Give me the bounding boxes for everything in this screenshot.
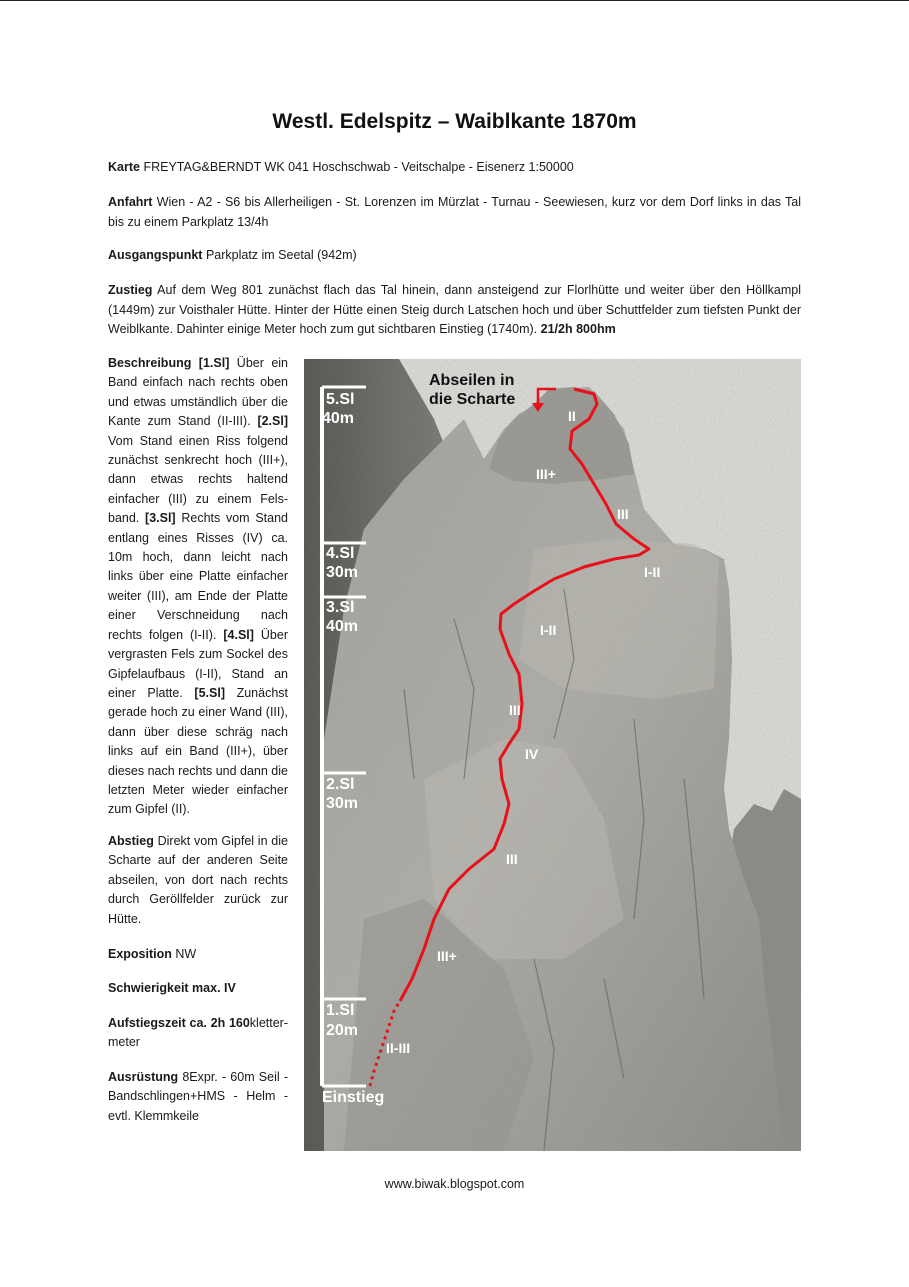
anfahrt-paragraph	[108, 193, 801, 232]
beschreibung-paragraph	[108, 354, 288, 820]
abseilen-line-1: Abseilen in	[429, 372, 515, 389]
pitch-4-length: 30m	[326, 564, 359, 581]
pitch-5-tag: [5.Sl]	[194, 685, 225, 700]
pitch-4-tag: [4.Sl]	[223, 627, 254, 642]
page-title: Westl. Edelspitz – Waiblkante 1870m	[272, 110, 637, 133]
footer-url: www.biwak.blogspot.com	[384, 1177, 525, 1191]
abstieg-label: Abstieg	[108, 834, 154, 848]
grade-3-iv: IV	[525, 746, 539, 762]
zustieg-text: Auf dem Weg 801 zunächst flach das Tal hinein, dann ansteigend zur Florlhütte und weiter über den Höllkampl (1449m) zur Voisthaler Hütte. Hinter der Hütte einen Steig durch Latschen hoch und über Schuttfelder zum tiefsten Punkt der Weiblkante. Dahinter einige Meter hoch zum gut sichtbaren Einstieg (1740m).	[108, 283, 801, 336]
grade-5-iii: III	[617, 506, 629, 522]
grade-3-i-ii: I-II	[540, 622, 557, 638]
zustieg-summary: 21/2h 800hm	[540, 322, 616, 336]
zustieg-label: Zustieg	[108, 283, 153, 297]
zustieg-paragraph	[108, 281, 801, 340]
grade-4-i-ii: I-II	[644, 564, 661, 580]
grade-2-iiiplus: III+	[437, 948, 457, 964]
pitch-1-name: 1.Sl	[326, 1002, 355, 1019]
top-border	[0, 0, 909, 1]
ausgangspunkt-paragraph	[108, 246, 801, 266]
ausruestung-label: Ausrüstung	[108, 1070, 179, 1084]
grade-3-iii: III	[509, 702, 521, 718]
grade-summit: II	[568, 408, 576, 424]
karte-text: FREYTAG&BERNDT WK 041 Hoschschwab - Veitschalpe - Eisenerz 1:50000	[143, 160, 574, 174]
ausgangspunkt-text: Parkplatz im Seetal (942m)	[205, 248, 357, 262]
anfahrt-label: Anfahrt	[108, 195, 153, 209]
topo-svg	[304, 359, 801, 1151]
pitch-3-name: 3.Sl	[326, 599, 355, 616]
pitch-5-length: 40m	[322, 410, 355, 427]
ausgangspunkt-label: Ausgangspunkt	[108, 248, 203, 262]
pitch-2-text: Vom Stand einen Riss folgend zunächst senkrecht hoch (III+), dann etwas rechts haltend einfacher (III) zu einem Fels-band.	[108, 433, 288, 526]
abstieg-text: Direkt vom Gipfel in die Scharte auf der anderen Seite abseilen, von dort nach rechts durch Geröllfelder zurück zur Hütte.	[108, 834, 288, 926]
pitch-1-tag: [1.Sl]	[198, 356, 230, 370]
pitch-1-text: Über ein Band einfach nach rechts oben und etwas umständlich über die Kante zum Stand (II-III).	[108, 356, 288, 429]
anfahrt-text: Wien - A2 - S6 bis Allerheiligen - St. Lorenzen im Mürzlat - Turnau - Seewiesen, kurz vor dem Dorf links in das Tal bis zu einem Parkplatz 13/4h	[108, 195, 801, 229]
einstieg-label: Einstieg	[322, 1089, 385, 1106]
aufstiegszeit-text: kletter-meter	[108, 1016, 288, 1050]
pitch-1-length: 20m	[326, 1022, 359, 1039]
schwierigkeit-paragraph	[108, 979, 288, 998]
pitch-4-name: 4.Sl	[326, 545, 355, 562]
grade-1-ii-iii: II-III	[386, 1040, 411, 1056]
pitch-2-name: 2.Sl	[326, 776, 355, 793]
beschreibung-label: Beschreibung	[108, 356, 192, 370]
pitch-5-text: Zunächst gerade hoch zu einer Wand (III), dann über diese schräg nach links auf ein Band (III+), über dieses nach rechts und dann die letzten Meter wieder einfacher zum Gipfel (II).	[108, 685, 288, 817]
karte-label: Karte	[108, 160, 140, 174]
pitch-3-text: Rechts vom Stand entlang eines Risses (IV) ca. 10m hoch, dann leicht nach links über eine Platte einfacher weiter (III), am Ende der Platte einer Verschneidung nach rechts folgen (I-II).	[108, 511, 288, 642]
abseilen-line-2: die Scharte	[429, 391, 516, 408]
ausruestung-text: 8Expr. - 60m Seil - Bandschlingen+HMS - Helm - evtl. Klemmkeile	[108, 1070, 288, 1123]
aufstiegszeit-label: Aufstiegszeit ca. 2h 160	[108, 1016, 250, 1030]
ausruestung-paragraph	[108, 1068, 288, 1126]
pitch-5-name: 5.Sl	[326, 391, 355, 408]
topo-photo	[304, 359, 801, 1151]
pitch-2-tag: [2.Sl]	[257, 414, 288, 429]
exposition-paragraph	[108, 945, 288, 964]
schwierigkeit-label: Schwierigkeit max. IV	[108, 981, 236, 995]
exposition-text: NW	[175, 947, 197, 961]
pitch-3-length: 40m	[326, 618, 359, 635]
pitch-2-length: 30m	[326, 795, 359, 812]
pitch-4-text: Über vergrasten Fels zum Sockel des Gipfelaufbaus (I-II), Stand an einer Platte.	[108, 627, 288, 700]
aufstiegszeit-paragraph	[108, 1014, 288, 1053]
karte-paragraph	[108, 158, 801, 178]
exposition-label: Exposition	[108, 947, 172, 961]
grade-5-iiiplus: III+	[536, 466, 556, 482]
abstieg-paragraph	[108, 832, 288, 929]
pitch-3-tag: [3.Sl]	[145, 511, 176, 526]
grade-2-iii: III	[506, 851, 518, 867]
